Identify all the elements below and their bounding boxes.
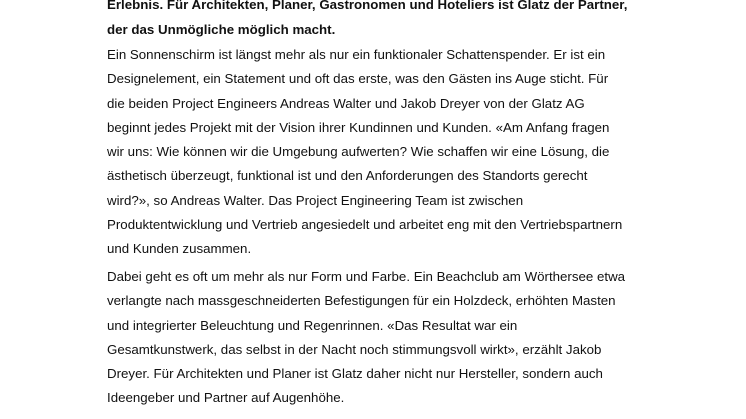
body-paragraph-1 (107, 43, 667, 262)
text-line: und integrierter Beleuchtung und Regenrinnen. «Das Resultat war ein (107, 317, 518, 333)
text-line: Ein Sonnenschirm ist längst mehr als nur ein funktionaler Schattenspender. Er ist ein (107, 47, 606, 62)
text-line: Dreyer. Für Architekten und Planer ist Glatz daher nicht nur Hersteller, sondern auch (107, 366, 603, 382)
text-line: Ideengeber und Partner auf Augenhöhe. (107, 390, 345, 406)
intro-line: der das Unmögliche möglich macht. (107, 21, 336, 37)
text-line: Gesamtkunstwerk, das selbst in der Nacht noch stimmungsvoll wirkt», erzählt Jakob (107, 341, 602, 357)
text-line: verlangte nach massgeschneiderten Befestigungen für ein Holzdeck, erhöhten Masten (107, 293, 616, 309)
text-line: und Kunden zusammen. (107, 241, 252, 257)
text-line: Dabei geht es oft um mehr als nur Form und Farbe. Ein Beachclub am Wörthersee etwa (107, 269, 626, 284)
body-paragraph-2 (107, 265, 667, 411)
text-line: Produktentwicklung und Vertrieb angesiedelt und arbeitet eng mit den Vertriebspartnern (107, 217, 623, 233)
text-line: Designelement, ein Statement und oft das erste, was den Gästen ins Auge sticht. Für (107, 71, 609, 87)
intro-bold-paragraph (107, 0, 667, 42)
text-line: beginnt jedes Projekt mit der Vision ihrer Kundinnen und Kunden. «Am Anfang fragen (107, 119, 610, 135)
text-line: wird?», so Andreas Walter. Das Project Engineering Team ist zwischen (107, 192, 524, 208)
intro-line: Erlebnis. Für Architekten, Planer, Gastronomen und Hoteliers ist Glatz der Partner, (107, 0, 628, 12)
text-line: die beiden Project Engineers Andreas Walter und Jakob Dreyer von der Glatz AG (107, 95, 585, 111)
text-line: ästhetisch überzeugt, funktional ist und den Anforderungen des Standorts gerecht (107, 168, 588, 184)
text-line: wir uns: Wie können wir die Umgebung aufwerten? Wie schaffen wir eine Lösung, die (107, 144, 610, 160)
